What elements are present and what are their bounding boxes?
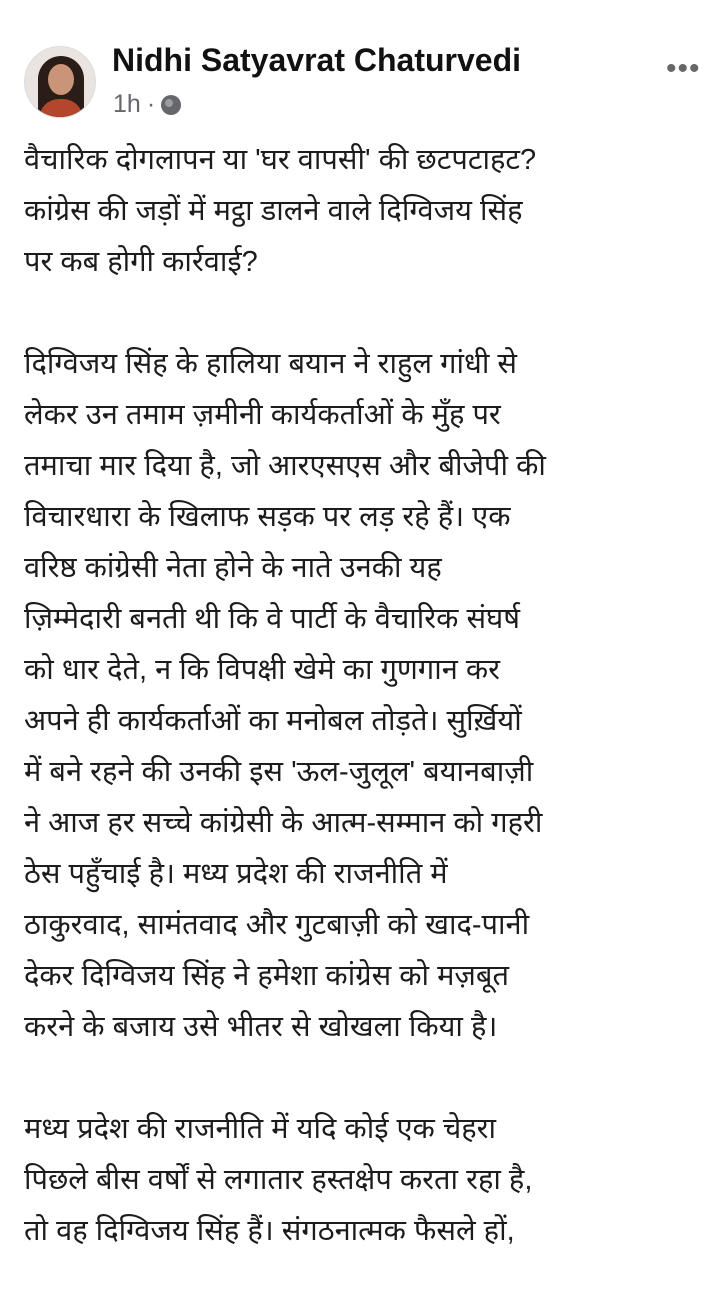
post-text-line: दिग्विजय सिंह के हालिया बयान ने राहुल गांधी से xyxy=(24,348,517,380)
post-text-line: अपने ही कार्यकर्ताओं का मनोबल तोड़ते। सुर्ख़ियों xyxy=(24,705,522,737)
post-text-line: करने के बजाय उसे भीतर से खोखला किया है। xyxy=(24,1011,498,1043)
avatar-face xyxy=(48,64,74,95)
post-text xyxy=(24,135,714,1257)
paragraph-gap xyxy=(24,288,714,339)
post-text-line: कांग्रेस की जड़ों में मट्ठा डालने वाले दिग्विजय सिंह xyxy=(24,195,523,227)
post-text-line: ज़िम्मेदारी बनती थी कि वे पार्टी के वैचारिक संघर्ष xyxy=(24,603,521,635)
post-text-line: लेकर उन तमाम ज़मीनी कार्यकर्ताओं के मुँह पर xyxy=(24,399,501,431)
post-meta xyxy=(113,90,181,119)
post-text-line: देकर दिग्विजय सिंह ने हमेशा कांग्रेस को मज़बूत xyxy=(24,960,510,992)
author-name[interactable]: Nidhi Satyavrat Chaturvedi xyxy=(112,42,521,78)
post-text-line: मध्य प्रदेश की राजनीति में यदि कोई एक चेहरा xyxy=(24,1113,497,1145)
post-text-line: ठेस पहुँचाई है। मध्य प्रदेश की राजनीति में xyxy=(24,858,448,890)
post-time[interactable]: 1h xyxy=(113,90,141,118)
post-text-line: तो वह दिग्विजय सिंह हैं। संगठनात्मक फैसले हों, xyxy=(24,1215,515,1247)
post-text-line: ने आज हर सच्चे कांग्रेसी के आत्म-सम्मान को गहरी xyxy=(24,807,543,839)
post-text-line: तमाचा मार दिया है, जो आरएसएस और बीजेपी की xyxy=(24,450,546,482)
post-text-line: पिछले बीस वर्षों से लगातार हस्तक्षेप करता रहा है, xyxy=(24,1164,533,1196)
post-text-line: वरिष्ठ कांग्रेसी नेता होने के नाते उनकी यह xyxy=(24,552,442,584)
post-text-line: विचारधारा के खिलाफ सड़क पर लड़ रहे हैं। एक xyxy=(24,501,511,533)
post-text-line: पर कब होगी कार्रवाई? xyxy=(24,246,258,278)
post-text-line: में बने रहने की उनकी इस 'ऊल-जुलूल' बयानबाज़ी xyxy=(24,756,534,788)
paragraph-gap xyxy=(24,1053,714,1104)
more-options-icon[interactable]: ••• xyxy=(666,52,701,85)
post-text-line: को धार देते, न कि विपक्षी खेमे का गुणगान कर xyxy=(24,654,500,686)
post-text-line: ठाकुरवाद, सामंतवाद और गुटबाज़ी को खाद-पानी xyxy=(24,909,530,941)
meta-separator: · xyxy=(146,90,156,118)
post-text-line: वैचारिक दोगलापन या 'घर वापसी' की छटपटाहट? xyxy=(24,144,537,176)
author-avatar[interactable] xyxy=(24,46,96,118)
globe-icon[interactable] xyxy=(161,95,181,115)
